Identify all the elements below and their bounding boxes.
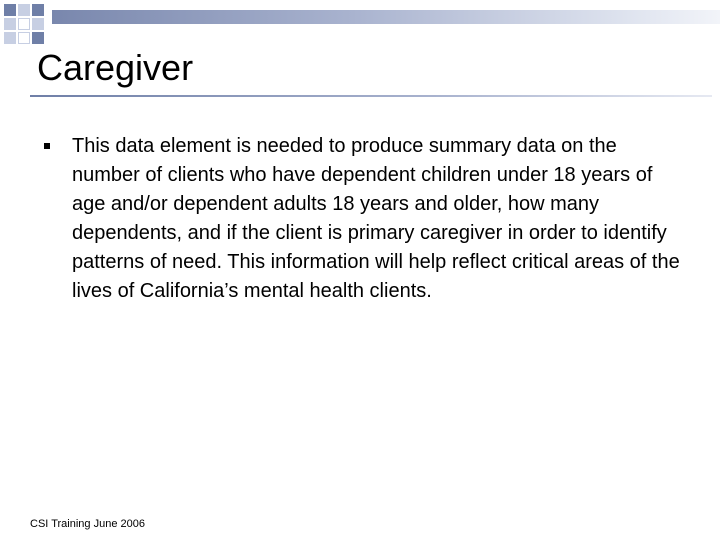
title-divider — [30, 95, 712, 97]
decor-square — [32, 32, 44, 44]
decor-square — [18, 32, 30, 44]
bullet-text: This data element is needed to produce summary data on the number of clients who have dependent children under 18 years of age and/or dependent adults 18 years and older, how many dependents, and if the client is primary caregiver in order to identify patterns of need. This information will help reflect critical areas of the lives of California’s mental health clients. — [72, 135, 680, 302]
bullet-square-icon — [44, 143, 50, 149]
decor-square — [4, 4, 16, 16]
slide-footer: CSI Training June 2006 — [30, 518, 145, 530]
decor-square — [4, 32, 16, 44]
header-gradient-bar — [52, 10, 720, 24]
decor-square — [18, 18, 30, 30]
decor-square — [4, 18, 16, 30]
decor-square — [18, 4, 30, 16]
decor-square — [32, 4, 44, 16]
decor-square — [32, 18, 44, 30]
slide-title: Caregiver — [37, 47, 194, 88]
